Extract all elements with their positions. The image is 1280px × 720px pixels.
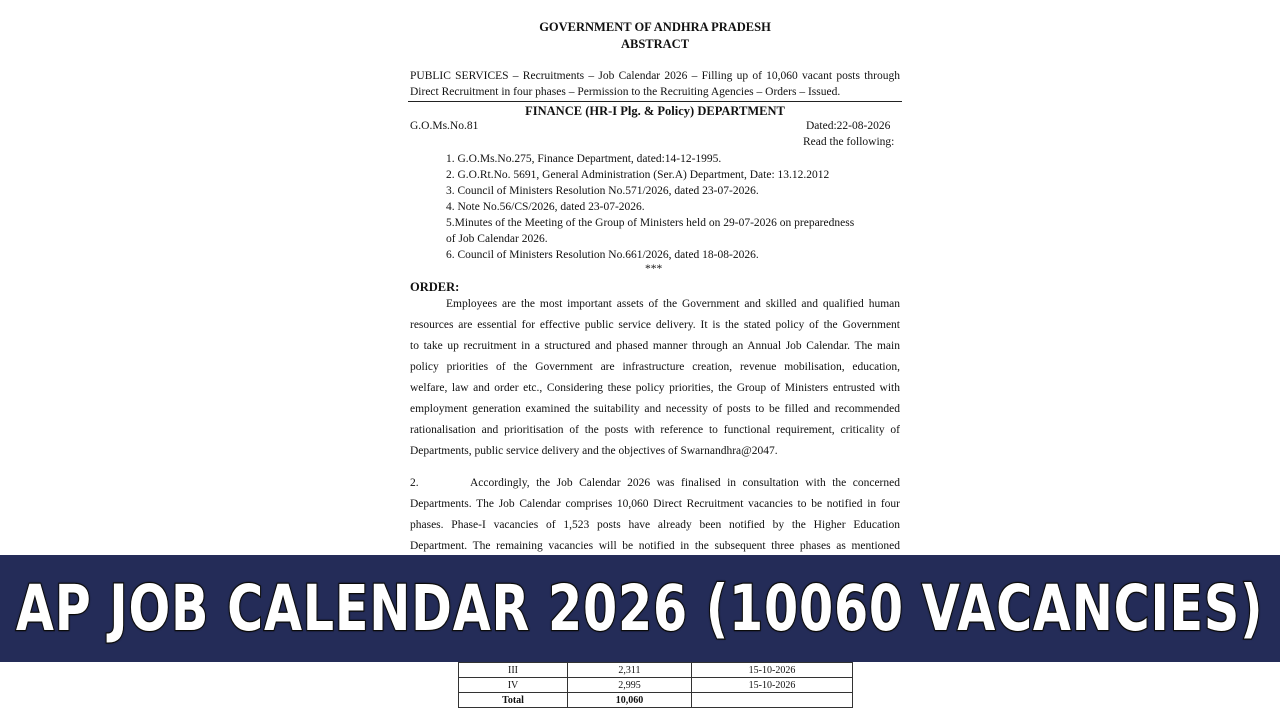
order-paragraph-line: Employees are the most important assets of the Government and skilled and qualified human <box>446 298 900 310</box>
total-label-cell: Total <box>459 693 568 708</box>
total-value-cell: 10,060 <box>568 693 692 708</box>
reference-item: 3. Council of Ministers Resolution No.571/2026, dated 23-07-2026. <box>446 185 759 197</box>
phase-cell: III <box>459 663 568 678</box>
phase-cell: IV <box>459 678 568 693</box>
reference-item: 4. Note No.56/CS/2026, dated 23-07-2026. <box>446 201 645 213</box>
subject-divider <box>408 101 902 102</box>
vacancies-cell: 2,995 <box>568 678 692 693</box>
reference-item: 1. G.O.Ms.No.275, Finance Department, dated:14-12-1995. <box>446 153 722 165</box>
order-paragraph-line: welfare, law and order etc., Considering these policy priorities, the Group of Ministers entrusted with <box>410 382 900 394</box>
reference-item: of Job Calendar 2026. <box>446 233 548 245</box>
title-banner <box>0 555 1280 662</box>
paragraph-2-line: phases. Phase-I vacancies of 1,523 posts have already been notified by the Higher Education <box>410 519 900 531</box>
subject-line-1: PUBLIC SERVICES – Recruitments – Job Calendar 2026 – Filling up of 10,060 vacant posts through <box>410 70 900 82</box>
reference-item: 2. G.O.Rt.No. 5691, General Administration (Ser.A) Department, Date: 13.12.2012 <box>446 169 830 181</box>
vacancies-cell: 2,311 <box>568 663 692 678</box>
go-number: G.O.Ms.No.81 <box>410 120 479 132</box>
order-paragraph-line: policy priorities of the Government are infrastructure creation, revenue mobilisation, education, <box>410 361 900 373</box>
vacancy-phase-table <box>458 662 853 708</box>
table-row <box>459 663 853 678</box>
order-paragraph-line: to take up recruitment in a structured and phased manner through an Annual Job Calendar. The main <box>410 340 900 352</box>
reference-item: 6. Council of Ministers Resolution No.661/2026, dated 18-08-2026. <box>446 249 759 261</box>
paragraph-2-line: Departments. The Job Calendar comprises 10,060 Direct Recruitment vacancies to be notified in four <box>410 498 900 510</box>
read-following-label: Read the following: <box>803 136 895 148</box>
department-heading: FINANCE (HR-I Plg. & Policy) DEPARTMENT <box>525 104 785 118</box>
go-date: Dated:22-08-2026 <box>806 120 891 132</box>
paragraph-2-line: Department. The remaining vacancies will be notified in the subsequent three phases as mentioned <box>410 540 900 552</box>
banner-title: AP JOB CALENDAR 2026 (10060 VACANCIES) <box>16 572 1264 645</box>
order-paragraph-line: rationalisation and prioritisation of the posts with reference to functional requirement, criticality of <box>410 424 900 436</box>
order-heading: ORDER: <box>410 280 460 294</box>
order-paragraph-line: employment generation examined the suitability and necessity of posts to be filled and recommended <box>410 403 900 415</box>
table-total-row <box>459 693 853 708</box>
subject-line-2: Direct Recruitment in four phases – Permission to the Recruiting Agencies – Orders – Issued. <box>410 86 841 98</box>
table-row <box>459 678 853 693</box>
separator-stars: *** <box>645 263 663 275</box>
order-paragraph-line: Departments, public service delivery and the objectives of Swarnandhra@2047. <box>410 445 778 457</box>
document-abstract-heading: ABSTRACT <box>620 37 690 51</box>
document-government-heading: GOVERNMENT OF ANDHRA PRADESH <box>539 20 771 34</box>
paragraph-2-line: 2. Accordingly, the Job Calendar 2026 was finalised in consultation with the concerned <box>410 477 900 489</box>
date-cell: 15-10-2026 <box>692 663 853 678</box>
order-paragraph-line: resources are essential for effective public service delivery. It is the stated policy of the Government <box>410 319 900 331</box>
reference-item: 5.Minutes of the Meeting of the Group of Ministers held on 29-07-2026 on preparedness <box>446 217 855 229</box>
empty-cell <box>692 693 853 708</box>
date-cell: 15-10-2026 <box>692 678 853 693</box>
